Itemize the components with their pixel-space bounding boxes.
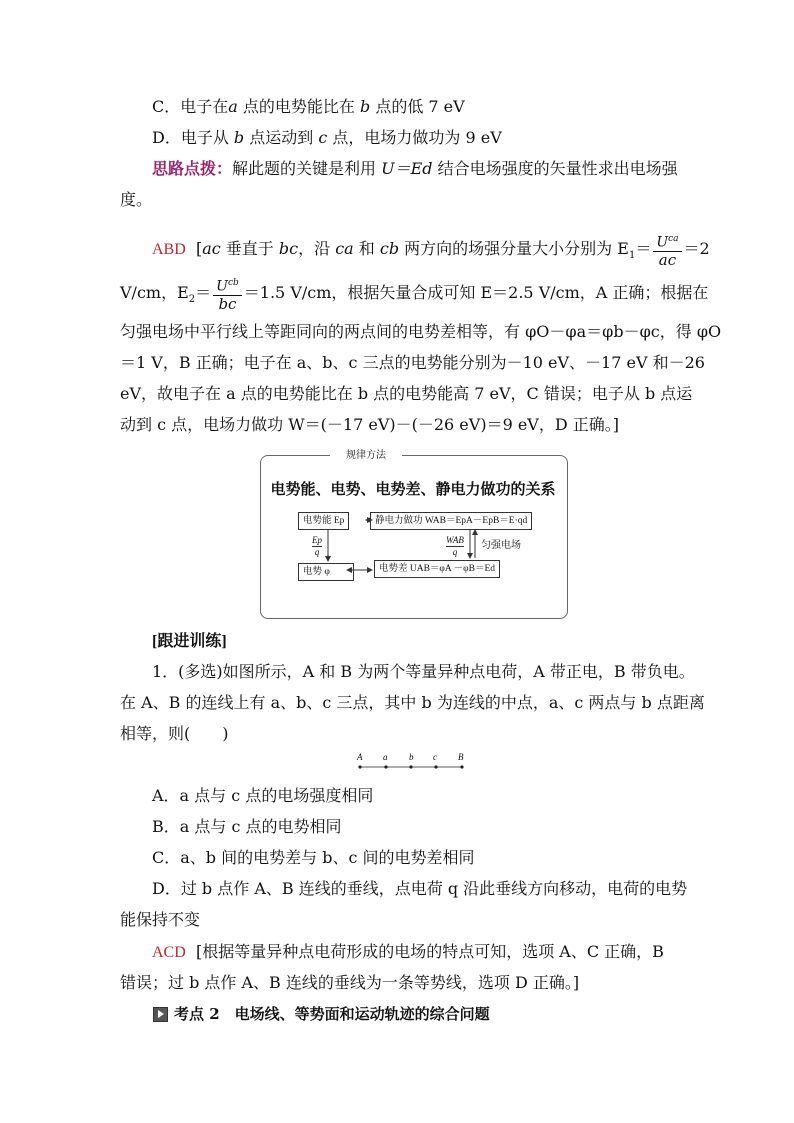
- answer1-choice: ABD: [152, 241, 186, 258]
- diagram-label-B: B: [458, 752, 464, 762]
- frac-ep-q: Ep q: [312, 535, 322, 557]
- frac-w-q: WAB q: [446, 535, 464, 557]
- question1-option-d-line-1: D．过 b 点作 A、B 连线的垂线，点电荷 q 沿此垂线方向移动，电荷的电势: [152, 879, 688, 898]
- question1-line-1: 1．(多选)如图所示，A 和 B 为两个等量异种点电荷，A 带正电，B 带负电。: [152, 662, 695, 681]
- question1-option-d-line-2: 能保持不变: [120, 910, 201, 929]
- method-tag: 规律方法: [330, 449, 402, 463]
- question1-line-3: 相等，则( ): [120, 724, 229, 743]
- answer1-line-6: 动到 c 点，电场力做功 W＝(－17 eV)－(－26 eV)＝9 eV，D 正确。]: [120, 415, 620, 434]
- node-potential: 电势 φ: [298, 563, 354, 581]
- question1-answer-choice: ACD: [152, 944, 186, 961]
- charges-line: [354, 762, 474, 772]
- answer1-line-5: eV，故电子在 a 点的电势能比在 b 点的电势能高 7 eV，C 错误；电子从 b 点运: [120, 384, 693, 403]
- option-c: C．电子在a 点的电势能比在 b 点的低 7 eV: [152, 97, 465, 116]
- practice-header: [跟进训练]: [152, 633, 227, 650]
- uniform-field-label: 匀强电场: [481, 540, 521, 551]
- question1-option-c: C．a、b 间的电势差与 b、c 间的电势差相同: [152, 848, 475, 867]
- charges-diagram: [354, 752, 474, 774]
- hint-line-1: 思路点拨：解此题的关键是利用 U＝Ed 结合电场强度的矢量性求出电场强: [152, 159, 678, 178]
- question1-option-b: B．a 点与 c 点的电势相同: [152, 817, 342, 836]
- question1-line-2: 在 A、B 的连线上有 a、b、c 三点，其中 b 为连线的中点，a、c 两点与 b 点距离: [120, 693, 705, 712]
- question1-answer-line-1: ACD [根据等量异种点电荷形成的电场的特点可知，选项 A、C 正确，B: [152, 942, 664, 961]
- node-potential-energy: 电势能 Ep: [298, 512, 349, 530]
- diagram-label-c: c: [433, 752, 437, 762]
- node-potential-difference: 电势差 UAB＝φA －φB＝Ed: [374, 560, 500, 578]
- diagram-label-a: a: [383, 752, 388, 762]
- answer1-line-3: 匀强电场中平行线上等距同向的两点间的电势差相等，有 φO－φa＝φb－φc，得 φO: [120, 322, 722, 341]
- answer1-line-2: V/cm，$E_2=$ $\frac{U^{cb}}{bc}$ ＝1.5 V/cm，根据矢量合成可知 E＝2.5 V/cm，A 正确；根据在: [120, 275, 708, 311]
- play-icon: [153, 1007, 168, 1022]
- method-title: 电势能、电势、电势差、静电力做功的关系: [270, 481, 556, 498]
- question1-answer-line-2: 错误；过 b 点作 A、B 连线的垂线为一条等势线，选项 D 正确。]: [120, 973, 580, 992]
- fraction-uca-ac: $\frac{U^{ca}}{ac}$: [653, 231, 681, 268]
- diagram-label-A: A: [357, 752, 363, 762]
- option-d: D．电子从 b 点运动到 c 点，电场力做功为 9 eV: [152, 128, 502, 147]
- section-title: 考点 2 电场线、等势面和运动轨迹的综合问题: [174, 1005, 490, 1023]
- hint-label: 思路点拨：: [152, 161, 233, 178]
- hint-line-2: 度。: [120, 190, 153, 209]
- answer1-line-1: ABD [ac 垂直于 bc，沿 ca 和 cb 两方向的场强分量大小分别为 $E_1=$ $\frac{U^{ca}}{ac}$ ＝2: [152, 231, 710, 267]
- fraction-ucb-bc: $\frac{U^{cb}}{bc}$: [213, 275, 242, 312]
- node-work: 静电力做功 WAB＝EpA－EpB＝E·qd: [370, 512, 532, 530]
- diagram-label-b: b: [409, 752, 414, 762]
- question1-option-a: A．a 点与 c 点的电场强度相同: [152, 786, 374, 805]
- answer1-line-4: ＝1 V，B 正确；电子在 a、b、c 三点的电势能分别为－10 eV、－17 eV 和－26: [120, 353, 705, 372]
